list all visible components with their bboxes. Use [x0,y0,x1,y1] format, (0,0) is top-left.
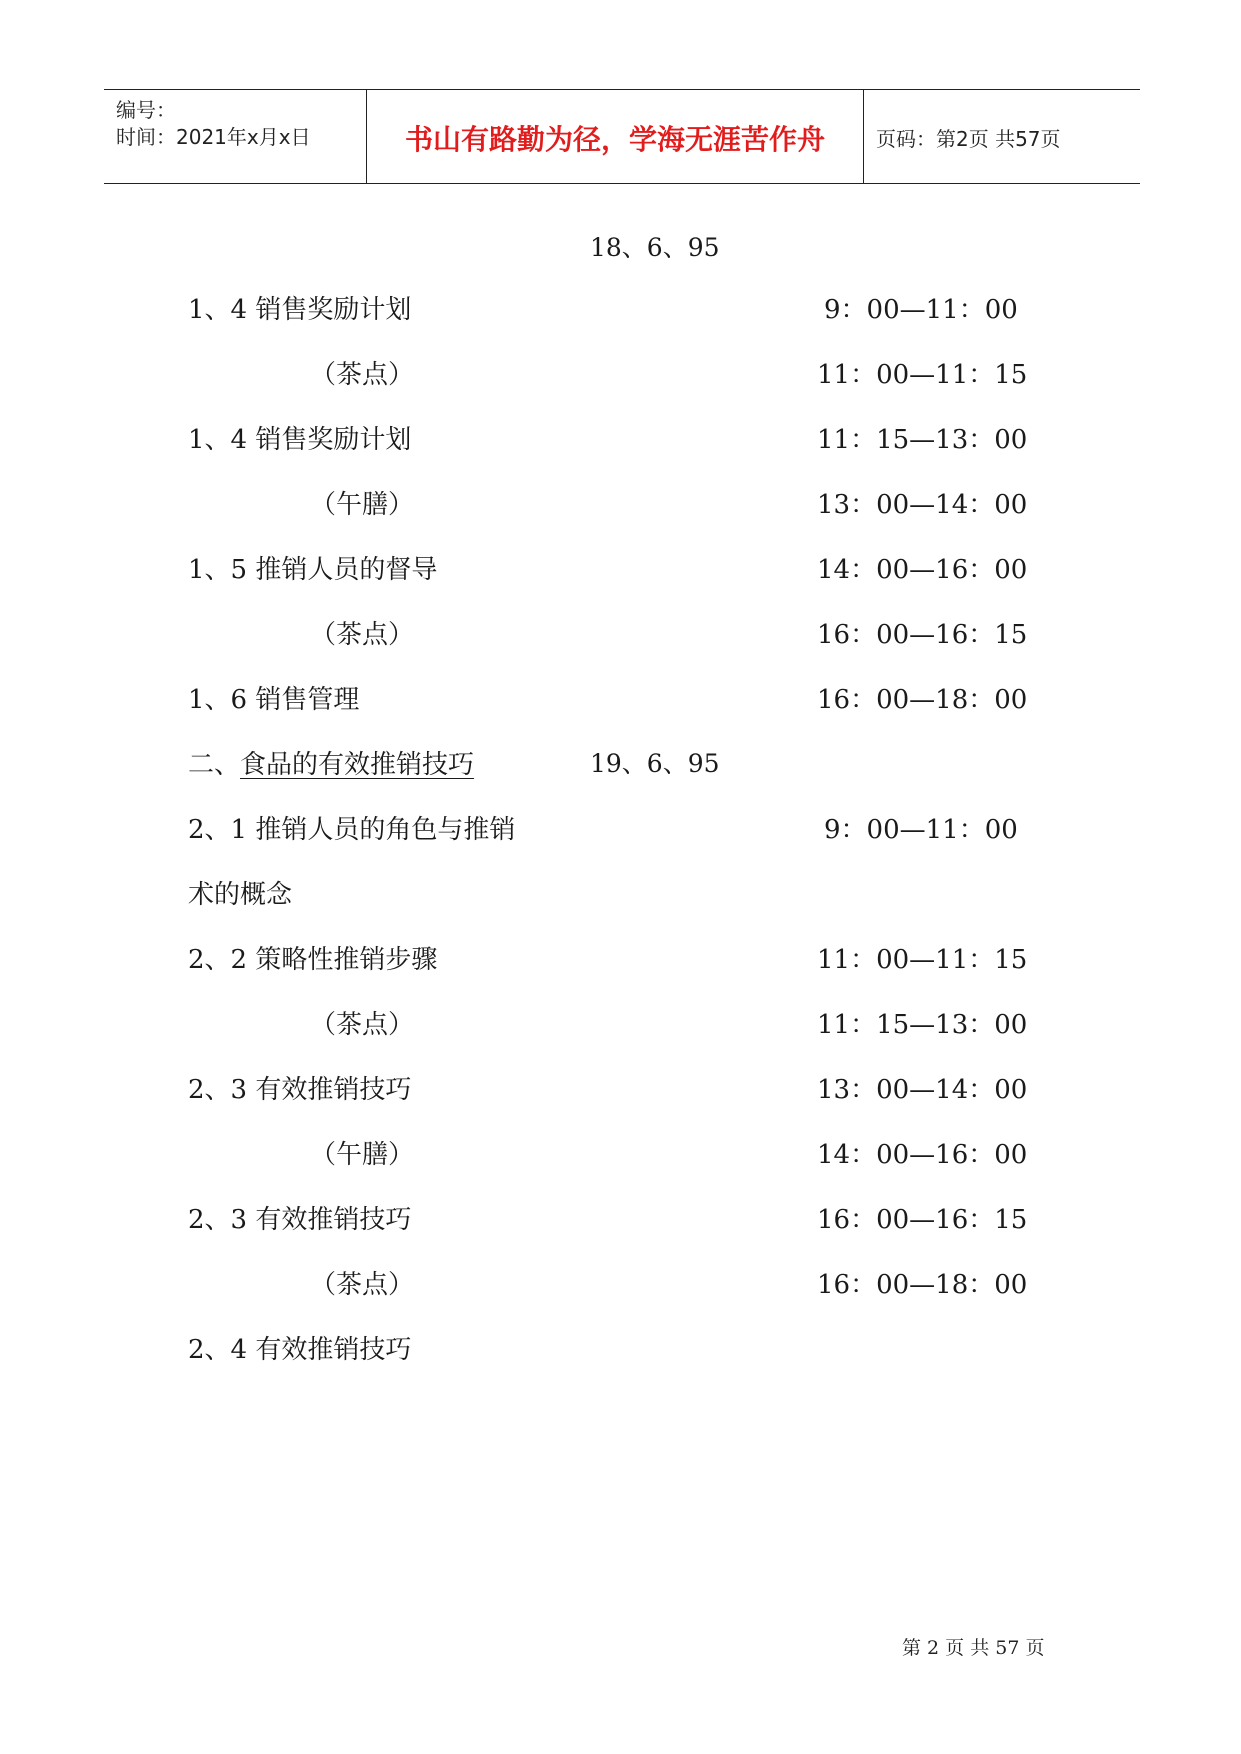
schedule-row [0,1069,1241,1109]
schedule-row [0,874,1241,914]
row-title: （茶点） [310,620,415,650]
row-title: （茶点） [310,360,415,390]
row-time: 16：00—18：00 [817,1270,1028,1300]
schedule-row [0,679,1241,719]
row-time: 13：00—14：00 [817,490,1028,520]
row-time: 16：00—16：15 [817,620,1028,650]
row-time: 14：00—16：00 [817,1140,1028,1170]
row-title: 1、6 销售管理 [188,685,360,715]
doc-number-label: 编号： [116,98,176,122]
row-time: 13：00—14：00 [817,1075,1028,1105]
schedule-row [0,1004,1241,1044]
page-header [104,89,1140,184]
row-title: 1、5 推销人员的督导 [188,555,438,585]
row-time: 11：00—11：15 [817,945,1028,975]
schedule-row [0,419,1241,459]
doc-time-label: 时间：2021年x月x日 [116,125,311,149]
row-time: 16：00—18：00 [817,685,1028,715]
section-heading-row [0,744,1241,784]
row-title: 2、3 有效推销技巧 [188,1205,412,1235]
row-time: 16：00—16：15 [817,1205,1028,1235]
schedule-row [0,809,1241,849]
schedule-row [0,484,1241,524]
row-title: （茶点） [310,1010,415,1040]
row-title: 2、2 策略性推销步骤 [188,945,438,975]
schedule-row [0,549,1241,589]
section-heading [188,744,474,781]
row-title: 2、1 推销人员的角色与推销 [188,815,516,845]
row-time: 11：00—11：15 [817,360,1028,390]
schedule-row [0,289,1241,329]
header-page-number: 页码：第2页 共57页 [876,127,1061,151]
section-date: 19、6、95 [590,749,720,778]
row-time: 14：00—16：00 [817,555,1028,585]
row-title: 2、3 有效推销技巧 [188,1075,412,1105]
schedule-row [0,1329,1241,1369]
page-footer: 第 2 页 共 57 页 [902,1637,1045,1659]
row-time: 9：00—11：00 [824,815,1018,845]
schedule-row [0,1264,1241,1304]
section-title: 食品的有效推销技巧 [240,750,475,780]
schedule-row [0,1199,1241,1239]
header-motto-cell [367,90,864,183]
row-time: 9：00—11：00 [824,295,1018,325]
row-title: 术的概念 [188,880,293,910]
row-time: 11：15—13：00 [817,425,1028,455]
header-page-cell [864,90,1140,183]
section-number: 二、 [188,750,241,780]
row-title: （茶点） [310,1270,415,1300]
row-title: （午膳） [310,490,415,520]
schedule-row [0,1134,1241,1174]
row-title: （午膳） [310,1140,415,1170]
schedule-row [0,614,1241,654]
header-meta-cell [104,90,367,183]
row-time: 11：15—13：00 [817,1010,1028,1040]
schedule-row [0,354,1241,394]
schedule-row [0,939,1241,979]
row-title: 1、4 销售奖励计划 [188,295,412,325]
schedule-date: 18、6、95 [590,233,720,262]
row-title: 1、4 销售奖励计划 [188,425,412,455]
header-motto: 书山有路勤为径，学海无涯苦作舟 [404,123,825,156]
row-title: 2、4 有效推销技巧 [188,1335,412,1365]
